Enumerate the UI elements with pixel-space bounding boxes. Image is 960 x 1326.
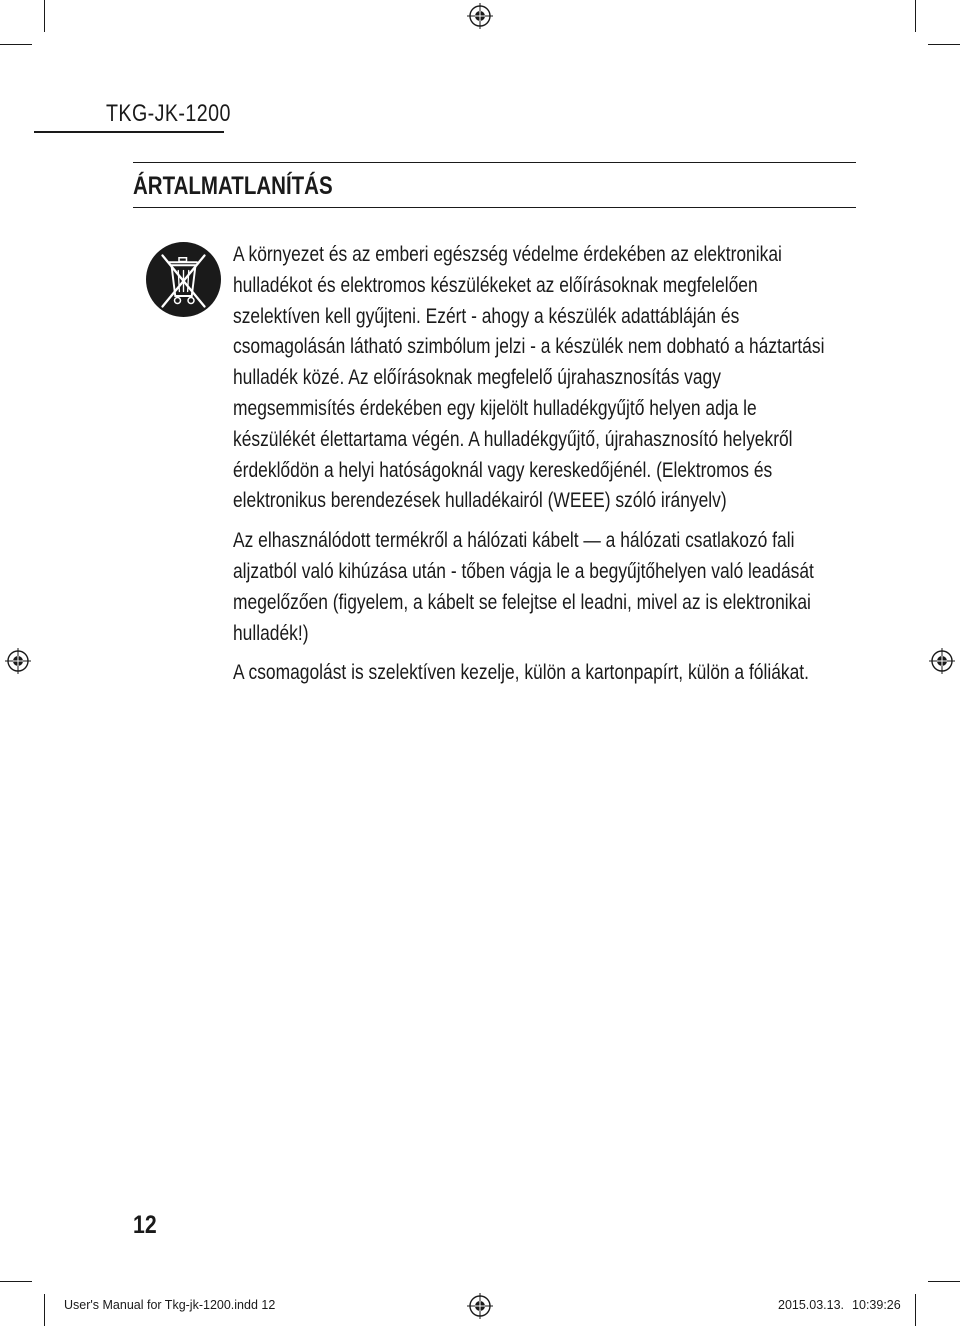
registration-mark-icon [467,3,493,29]
crop-mark [915,1294,916,1326]
print-slug-date: 2015.03.13. [778,1298,845,1312]
crop-mark [44,0,45,32]
print-slug-time: 10:39:26 [852,1298,901,1312]
crossed-out-wheelie-bin-icon [146,242,221,317]
page-number: 12 [133,1211,157,1239]
crop-mark [0,1281,32,1282]
registration-mark-icon [5,648,31,674]
header-rule [34,131,224,133]
crop-mark [915,0,916,32]
crop-mark [928,44,960,45]
model-code: TKG-JK-1200 [106,100,231,127]
paragraph-weee-directive: A környezet és az emberi egészség védelme érdekében az elektronikai hulladékot és elektromos készülékeket az előírásoknak megfelelően szelektíven kell gyűjteni. Ezért - ahogy a készülék adattábláján és csomagolásán látható szimbólum jelzi - a készülék nem dobható a háztartási hulladék közé. Az előírásoknak megfelelő újrahasznosítás vagy megsemmisítés érdekében egy kijelölt hulladékgyűjtő helyen adja le készülékét élettartama végén. A hulladékgyűjtő, újrahasznosító helyekről érdeklődön a helyi hatóságoknál vagy kereskedőjénél. (Elektromos és elektronikus berendezések hulladékairól (WEEE) szóló irányelv) [233,242,825,513]
paragraph-cable-removal: Az elhasználódott termékről a hálózati kábelt — a hálózati csatlakozó fali aljzatból való kihúzása után - tőben vágja le a begyűjtőhelyen való leadását megelőzően (figyelem, a kábelt se felejtse el leadni, mivel az is elektronikai hulladék!) [233,528,814,645]
section-rule-bottom [133,207,856,208]
crop-mark [928,1281,960,1282]
print-slug-timestamp [778,1298,909,1312]
section-rule-top [133,162,856,163]
body-text [233,239,832,697]
crop-mark [44,1294,45,1326]
paragraph-packaging: A csomagolást is szelektíven kezelje, külön a kartonpapírt, külön a fóliákat. [233,660,809,685]
registration-mark-icon [929,648,955,674]
section-title: ÁRTALMATLANÍTÁS [133,172,333,200]
crop-mark [0,44,32,45]
registration-mark-icon [467,1293,493,1319]
print-slug-file: User's Manual for Tkg-jk-1200.indd 12 [64,1298,276,1312]
